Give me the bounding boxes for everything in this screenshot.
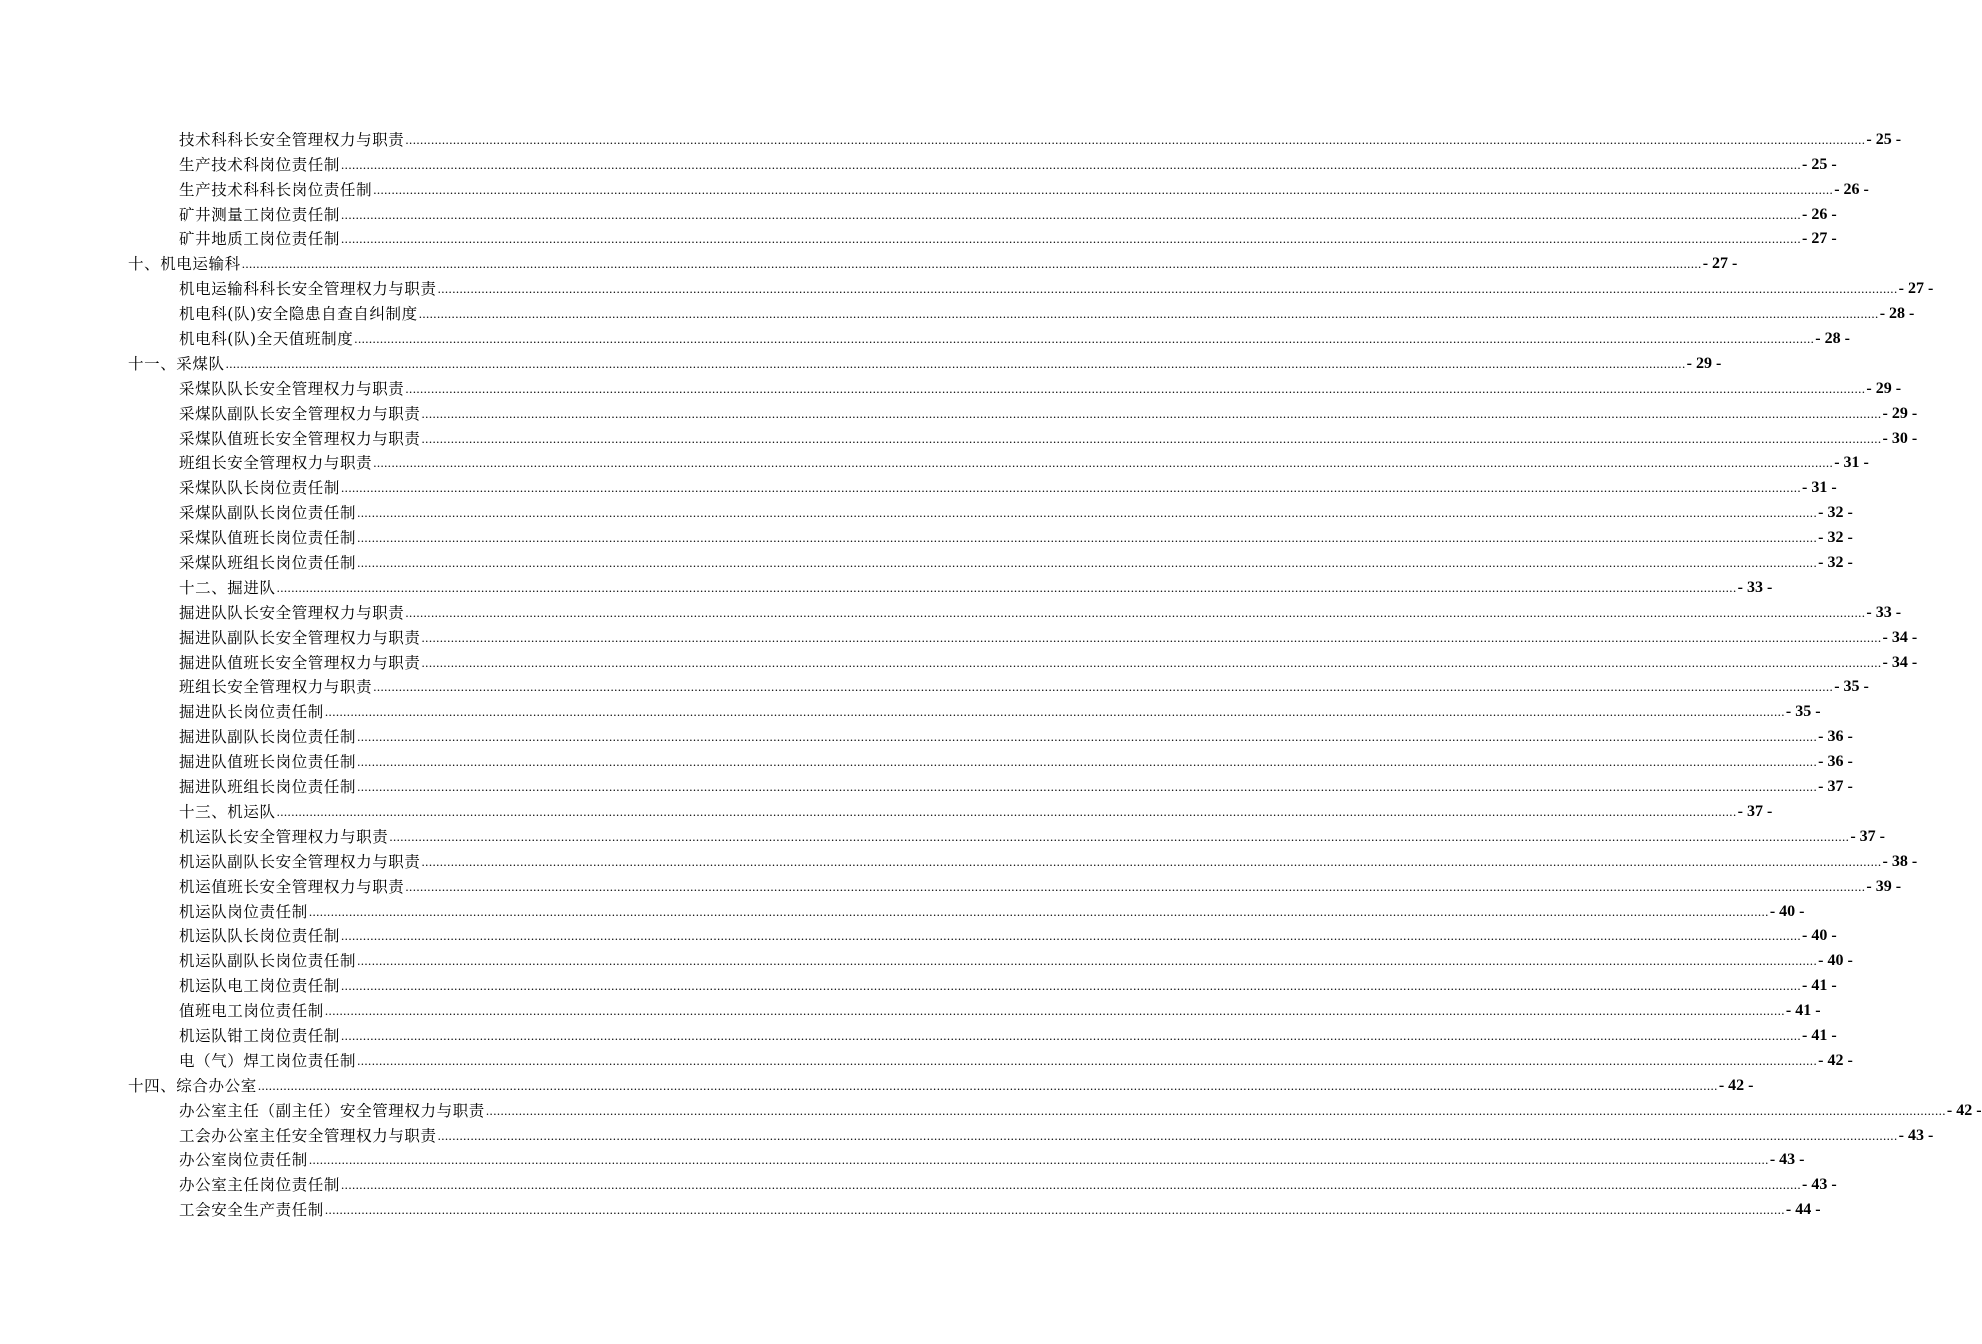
- toc-entry-title: 采煤队值班长岗位责任制: [179, 529, 357, 548]
- toc-entry-title: 掘进队班组长岗位责任制: [179, 778, 357, 797]
- toc-entry-title: 采煤队队长安全管理权力与职责: [179, 379, 405, 398]
- dot-leader: ................................................................................................................................................................................................................................................................................................................................................................................................................: [421, 629, 1882, 645]
- dot-leader: ................................................................................................................................................................................................................................................................................................................................................................................................................: [308, 1152, 1769, 1168]
- dot-leader: ................................................................................................................................................................................................................................................................................................................................................................................................................: [341, 231, 1802, 247]
- toc-entry-title: 掘进队值班长岗位责任制: [179, 753, 357, 772]
- dot-leader: ................................................................................................................................................................................................................................................................................................................................................................................................................: [324, 1003, 1785, 1019]
- toc-page-number: - 35 -: [1834, 678, 1869, 696]
- dot-leader: ................................................................................................................................................................................................................................................................................................................................................................................................................: [405, 604, 1866, 620]
- toc-entry-title: 机运值班长安全管理权力与职责: [179, 877, 405, 896]
- toc-entry-title: 工会办公室主任安全管理权力与职责: [179, 1126, 437, 1145]
- toc-page-number: - 27 -: [1702, 255, 1738, 273]
- dot-leader: ................................................................................................................................................................................................................................................................................................................................................................................................................: [276, 579, 1737, 595]
- toc-page-number: - 37 -: [1737, 802, 1773, 820]
- dot-leader: ................................................................................................................................................................................................................................................................................................................................................................................................................: [373, 181, 1834, 197]
- toc-entry[interactable]: [0, 399, 1918, 424]
- toc-entry[interactable]: [0, 747, 1853, 772]
- dot-leader: ................................................................................................................................................................................................................................................................................................................................................................................................................: [241, 256, 1702, 272]
- toc-page-number: - 29 -: [1686, 354, 1722, 372]
- dot-leader: ................................................................................................................................................................................................................................................................................................................................................................................................................: [405, 380, 1866, 396]
- toc-entry[interactable]: [0, 971, 1837, 996]
- toc-entry-title: 值班电工岗位责任制: [179, 1002, 324, 1021]
- toc-page-number: - 26 -: [1802, 205, 1837, 223]
- toc-entry[interactable]: [0, 1170, 1837, 1195]
- toc-entry-title: 矿井地质工岗位责任制: [179, 230, 341, 249]
- dot-leader: ................................................................................................................................................................................................................................................................................................................................................................................................................: [421, 405, 1882, 421]
- dot-leader: ................................................................................................................................................................................................................................................................................................................................................................................................................: [324, 1202, 1785, 1218]
- toc-page-number: - 42 -: [1818, 1051, 1853, 1069]
- toc-entry-title: 采煤队值班长安全管理权力与职责: [179, 429, 421, 448]
- toc-entry-title: 机运队副队长岗位责任制: [179, 952, 357, 971]
- toc-entry[interactable]: [0, 374, 1902, 399]
- dot-leader: ................................................................................................................................................................................................................................................................................................................................................................................................................: [405, 131, 1866, 147]
- toc-page-number: - 34 -: [1882, 628, 1918, 646]
- toc-entry-title: 技术科科长安全管理权力与职责: [179, 130, 405, 149]
- toc-entry[interactable]: [0, 150, 1837, 175]
- toc-entry[interactable]: [0, 523, 1853, 548]
- toc-entry-title: 机运队岗位责任制: [179, 902, 308, 921]
- toc-entry[interactable]: [0, 1195, 1821, 1220]
- toc-entry[interactable]: [0, 1096, 1982, 1121]
- dot-leader: ................................................................................................................................................................................................................................................................................................................................................................................................................: [405, 878, 1866, 894]
- toc-entry-title: 掘进队队长安全管理权力与职责: [179, 603, 405, 622]
- toc-page-number: - 41 -: [1785, 1002, 1821, 1020]
- toc-entry[interactable]: [0, 1146, 1805, 1171]
- toc-entry[interactable]: [0, 1121, 1934, 1146]
- dot-leader: ................................................................................................................................................................................................................................................................................................................................................................................................................: [354, 331, 1815, 347]
- toc-entry[interactable]: [0, 473, 1837, 498]
- toc-page-number: - 43 -: [1898, 1126, 1934, 1144]
- toc-entry[interactable]: [0, 424, 1918, 449]
- toc-entry-title: 机电科(队)全天值班制度: [179, 330, 354, 349]
- toc-page-number: - 40 -: [1769, 902, 1805, 920]
- dot-leader: ................................................................................................................................................................................................................................................................................................................................................................................................................: [373, 679, 1834, 695]
- dot-leader: ................................................................................................................................................................................................................................................................................................................................................................................................................: [357, 505, 1818, 521]
- toc-page-number: - 27 -: [1802, 230, 1837, 248]
- toc-page-number: - 37 -: [1850, 827, 1885, 845]
- toc-page-number: - 36 -: [1818, 753, 1853, 771]
- toc-entry-title: 机运队钳工岗位责任制: [179, 1026, 341, 1045]
- toc-page-number: - 31 -: [1834, 454, 1869, 472]
- toc-page-number: - 28 -: [1815, 330, 1850, 348]
- toc-entry-title: 办公室岗位责任制: [179, 1151, 308, 1170]
- toc-entry-title: 生产技术科科长岗位责任制: [179, 180, 373, 199]
- toc-entry[interactable]: [0, 872, 1902, 897]
- toc-page-number: - 32 -: [1818, 504, 1853, 522]
- dot-leader: ................................................................................................................................................................................................................................................................................................................................................................................................................: [418, 306, 1879, 322]
- toc-entry-title: 机电运输科科长安全管理权力与职责: [179, 280, 437, 299]
- toc-entry-title: 办公室主任岗位责任制: [179, 1176, 341, 1195]
- toc-entry-title: 采煤队班组长岗位责任制: [179, 554, 357, 573]
- toc-page-number: - 38 -: [1882, 852, 1918, 870]
- toc-entry-title: 掘进队副队长安全管理权力与职责: [179, 628, 421, 647]
- toc-page-number: - 37 -: [1818, 778, 1853, 796]
- dot-leader: ................................................................................................................................................................................................................................................................................................................................................................................................................: [341, 978, 1802, 994]
- toc-entry[interactable]: [0, 648, 1918, 673]
- toc-page-number: - 35 -: [1785, 703, 1821, 721]
- toc-entry[interactable]: [0, 598, 1902, 623]
- toc-page-number: - 25 -: [1802, 155, 1837, 173]
- dot-leader: ................................................................................................................................................................................................................................................................................................................................................................................................................: [421, 853, 1882, 869]
- toc-page-number: - 43 -: [1802, 1176, 1837, 1194]
- toc-page-number: - 30 -: [1882, 429, 1918, 447]
- toc-page-number: - 40 -: [1802, 927, 1837, 945]
- dot-leader: ................................................................................................................................................................................................................................................................................................................................................................................................................: [341, 1177, 1802, 1193]
- dot-leader: ................................................................................................................................................................................................................................................................................................................................................................................................................: [437, 281, 1898, 297]
- toc-entry-title: 十、机电运输科: [128, 255, 241, 274]
- toc-page-number: - 29 -: [1882, 404, 1918, 422]
- toc-entry[interactable]: [0, 1021, 1837, 1046]
- dot-leader: ................................................................................................................................................................................................................................................................................................................................................................................................................: [341, 206, 1802, 222]
- toc-entry-title: 采煤队队长岗位责任制: [179, 479, 341, 498]
- dot-leader: ................................................................................................................................................................................................................................................................................................................................................................................................................: [421, 430, 1882, 446]
- toc-entry-title: 掘进队值班长安全管理权力与职责: [179, 653, 421, 672]
- toc-entry[interactable]: [0, 797, 1773, 822]
- toc-entry[interactable]: [0, 125, 1902, 150]
- table-of-contents: [0, 125, 1982, 1220]
- toc-page-number: - 42 -: [1946, 1101, 1982, 1119]
- toc-entry[interactable]: [0, 573, 1773, 598]
- toc-page-number: - 39 -: [1866, 877, 1902, 895]
- toc-page-number: - 33 -: [1866, 603, 1902, 621]
- dot-leader: ................................................................................................................................................................................................................................................................................................................................................................................................................: [225, 355, 1686, 371]
- toc-page-number: - 29 -: [1866, 379, 1902, 397]
- dot-leader: ................................................................................................................................................................................................................................................................................................................................................................................................................: [357, 779, 1818, 795]
- toc-entry-title: 班组长安全管理权力与职责: [179, 454, 373, 473]
- toc-entry-title: 工会安全生产责任制: [179, 1201, 324, 1220]
- toc-page-number: - 40 -: [1818, 952, 1853, 970]
- dot-leader: ................................................................................................................................................................................................................................................................................................................................................................................................................: [341, 480, 1802, 496]
- toc-entry[interactable]: [0, 623, 1918, 648]
- toc-entry[interactable]: [0, 847, 1918, 872]
- toc-entry-title: 矿井测量工岗位责任制: [179, 205, 341, 224]
- toc-page-number: - 43 -: [1769, 1151, 1805, 1169]
- toc-page-number: - 41 -: [1802, 1026, 1837, 1044]
- toc-page-number: - 34 -: [1882, 653, 1918, 671]
- toc-page-number: - 28 -: [1879, 305, 1915, 323]
- toc-entry-title: 办公室主任（副主任）安全管理权力与职责: [179, 1101, 485, 1120]
- toc-entry-title: 班组长安全管理权力与职责: [179, 678, 373, 697]
- toc-page-number: - 42 -: [1718, 1076, 1754, 1094]
- toc-entry[interactable]: [0, 175, 1869, 200]
- toc-entry[interactable]: [0, 200, 1837, 225]
- toc-entry-title: 采煤队副队长安全管理权力与职责: [179, 404, 421, 423]
- toc-section-entry[interactable]: [0, 1071, 1754, 1096]
- toc-entry[interactable]: [0, 996, 1821, 1021]
- toc-entry[interactable]: [0, 299, 1915, 324]
- toc-page-number: - 32 -: [1818, 529, 1853, 547]
- toc-entry[interactable]: [0, 225, 1837, 250]
- toc-entry-title: 机运队电工岗位责任制: [179, 977, 341, 996]
- dot-leader: ................................................................................................................................................................................................................................................................................................................................................................................................................: [341, 156, 1802, 172]
- toc-entry[interactable]: [0, 897, 1805, 922]
- toc-entry-title: 机运队副队长安全管理权力与职责: [179, 852, 421, 871]
- toc-page-number: - 25 -: [1866, 130, 1902, 148]
- toc-entry-title: 掘进队长岗位责任制: [179, 703, 324, 722]
- toc-entry-title: 机电科(队)安全隐患自查自纠制度: [179, 305, 418, 324]
- dot-leader: ................................................................................................................................................................................................................................................................................................................................................................................................................: [357, 729, 1818, 745]
- toc-entry[interactable]: [0, 548, 1853, 573]
- toc-entry[interactable]: [0, 772, 1853, 797]
- dot-leader: ................................................................................................................................................................................................................................................................................................................................................................................................................: [357, 953, 1818, 969]
- toc-page-number: - 33 -: [1737, 578, 1773, 596]
- toc-entry[interactable]: [0, 697, 1821, 722]
- dot-leader: ................................................................................................................................................................................................................................................................................................................................................................................................................: [341, 928, 1802, 944]
- toc-page-number: - 44 -: [1785, 1201, 1821, 1219]
- dot-leader: ................................................................................................................................................................................................................................................................................................................................................................................................................: [485, 1102, 1946, 1118]
- toc-entry-title: 十三、机运队: [179, 802, 276, 821]
- toc-entry-title: 电（气）焊工岗位责任制: [179, 1051, 357, 1070]
- toc-entry[interactable]: [0, 922, 1837, 947]
- dot-leader: ................................................................................................................................................................................................................................................................................................................................................................................................................: [421, 654, 1882, 670]
- toc-page-number: - 41 -: [1802, 977, 1837, 995]
- toc-entry[interactable]: [0, 946, 1853, 971]
- toc-entry[interactable]: [0, 498, 1853, 523]
- toc-page-number: - 26 -: [1834, 180, 1869, 198]
- toc-entry-title: 十二、掘进队: [179, 578, 276, 597]
- toc-entry[interactable]: [0, 1046, 1853, 1071]
- dot-leader: ................................................................................................................................................................................................................................................................................................................................................................................................................: [357, 754, 1818, 770]
- toc-entry-title: 生产技术科岗位责任制: [179, 155, 341, 174]
- toc-page-number: - 36 -: [1818, 728, 1853, 746]
- toc-entry-title: 十四、综合办公室: [128, 1076, 257, 1095]
- toc-entry[interactable]: [0, 324, 1850, 349]
- dot-leader: ................................................................................................................................................................................................................................................................................................................................................................................................................: [389, 828, 1850, 844]
- toc-entry[interactable]: [0, 274, 1934, 299]
- dot-leader: ................................................................................................................................................................................................................................................................................................................................................................................................................: [357, 555, 1818, 571]
- toc-entry[interactable]: [0, 449, 1869, 474]
- toc-entry[interactable]: [0, 722, 1853, 747]
- toc-page-number: - 31 -: [1802, 479, 1837, 497]
- toc-section-entry[interactable]: [0, 249, 1738, 274]
- toc-entry-title: 掘进队副队长岗位责任制: [179, 728, 357, 747]
- dot-leader: ................................................................................................................................................................................................................................................................................................................................................................................................................: [257, 1077, 1718, 1093]
- dot-leader: ................................................................................................................................................................................................................................................................................................................................................................................................................: [341, 1027, 1802, 1043]
- dot-leader: ................................................................................................................................................................................................................................................................................................................................................................................................................: [324, 704, 1785, 720]
- dot-leader: ................................................................................................................................................................................................................................................................................................................................................................................................................: [437, 1127, 1898, 1143]
- dot-leader: ................................................................................................................................................................................................................................................................................................................................................................................................................: [308, 903, 1769, 919]
- dot-leader: ................................................................................................................................................................................................................................................................................................................................................................................................................: [357, 530, 1818, 546]
- toc-entry-title: 机运队队长岗位责任制: [179, 927, 341, 946]
- dot-leader: ................................................................................................................................................................................................................................................................................................................................................................................................................: [373, 455, 1834, 471]
- dot-leader: ................................................................................................................................................................................................................................................................................................................................................................................................................: [276, 803, 1737, 819]
- toc-section-entry[interactable]: [0, 349, 1722, 374]
- toc-page-number: - 32 -: [1818, 554, 1853, 572]
- toc-entry-title: 机运队长安全管理权力与职责: [179, 827, 389, 846]
- toc-entry[interactable]: [0, 673, 1869, 698]
- toc-entry-title: 采煤队副队长岗位责任制: [179, 504, 357, 523]
- dot-leader: ................................................................................................................................................................................................................................................................................................................................................................................................................: [357, 1052, 1818, 1068]
- toc-entry[interactable]: [0, 822, 1885, 847]
- toc-page-number: - 27 -: [1898, 280, 1934, 298]
- toc-entry-title: 十一、采煤队: [128, 354, 225, 373]
